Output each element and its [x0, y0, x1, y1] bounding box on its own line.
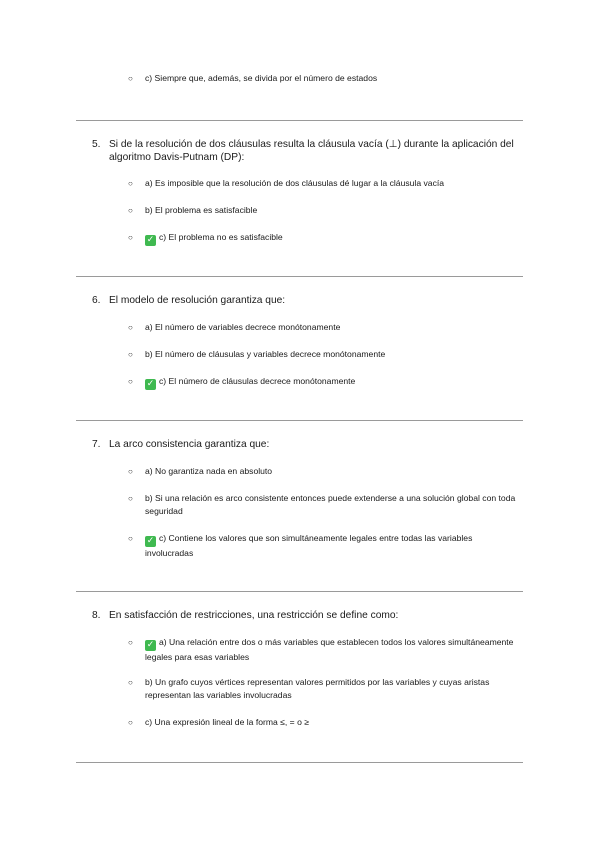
divider [76, 120, 523, 121]
option-text: a) No garantiza nada en absoluto [145, 466, 273, 476]
check-icon: ✓ [146, 235, 155, 245]
question-number: 7. [92, 439, 101, 450]
bullet-icon: ○ [128, 467, 133, 476]
divider [76, 420, 523, 421]
option-text: c) El número de cláusulas decrece monótonamente [159, 376, 356, 386]
divider [76, 591, 523, 592]
question-number: 8. [92, 610, 101, 621]
bullet-icon: ○ [128, 350, 133, 359]
bullet-icon: ○ [128, 206, 133, 215]
option-text: c) Contiene los valores que son simultáneamente legales entre todas las variables involucradas [145, 533, 473, 558]
bullet-icon: ○ [128, 74, 133, 83]
option-text: a) El número de variables decrece monótonamente [145, 322, 341, 332]
question-text: En satisfacción de restricciones, una restricción se define como: [109, 610, 399, 621]
question-text: El modelo de resolución garantiza que: [109, 295, 286, 306]
option-text: b) Si una relación es arco consistente entonces puede extenderse a una solución global con toda seguridad [145, 493, 516, 516]
question-number: 6. [92, 295, 101, 306]
bullet-icon: ○ [128, 534, 133, 543]
option-text: b) El número de cláusulas y variables decrece monótonamente [145, 349, 386, 359]
bullet-icon: ○ [128, 638, 133, 647]
check-icon: ✓ [146, 640, 155, 650]
bullet-icon: ○ [128, 233, 133, 242]
bullet-icon: ○ [128, 494, 133, 503]
check-icon: ✓ [146, 379, 155, 389]
bullet-icon: ○ [128, 678, 133, 687]
option-text: c) Una expresión lineal de la forma ≤, = o ≥ [145, 717, 309, 727]
option-text: a) Es imposible que la resolución de dos cláusulas dé lugar a la cláusula vacía [145, 178, 445, 188]
question-text: Si de la resolución de dos cláusulas resulta la cláusula vacía (⊥) durante la aplicación del algoritmo Davis-Putnam (DP): [109, 139, 514, 163]
question-text: La arco consistencia garantiza que: [109, 439, 270, 450]
divider [76, 276, 523, 277]
bullet-icon: ○ [128, 179, 133, 188]
option-text: a) Una relación entre dos o más variables que establecen todos los valores simultáneamente legales para esas variables [145, 637, 514, 662]
option-text: b) El problema es satisfacible [145, 205, 258, 215]
question-number: 5. [92, 139, 101, 150]
bullet-icon: ○ [128, 323, 133, 332]
bullet-icon: ○ [128, 718, 133, 727]
check-icon: ✓ [146, 536, 155, 546]
option-text: c) Siempre que, además, se divida por el número de estados [145, 73, 378, 83]
bullet-icon: ○ [128, 377, 133, 386]
option-text: c) El problema no es satisfacible [159, 232, 283, 242]
option-text: b) Un grafo cuyos vértices representan valores permitidos por las variables y cuyas aristas representan las variables involucradas [145, 677, 490, 700]
divider [76, 762, 523, 763]
